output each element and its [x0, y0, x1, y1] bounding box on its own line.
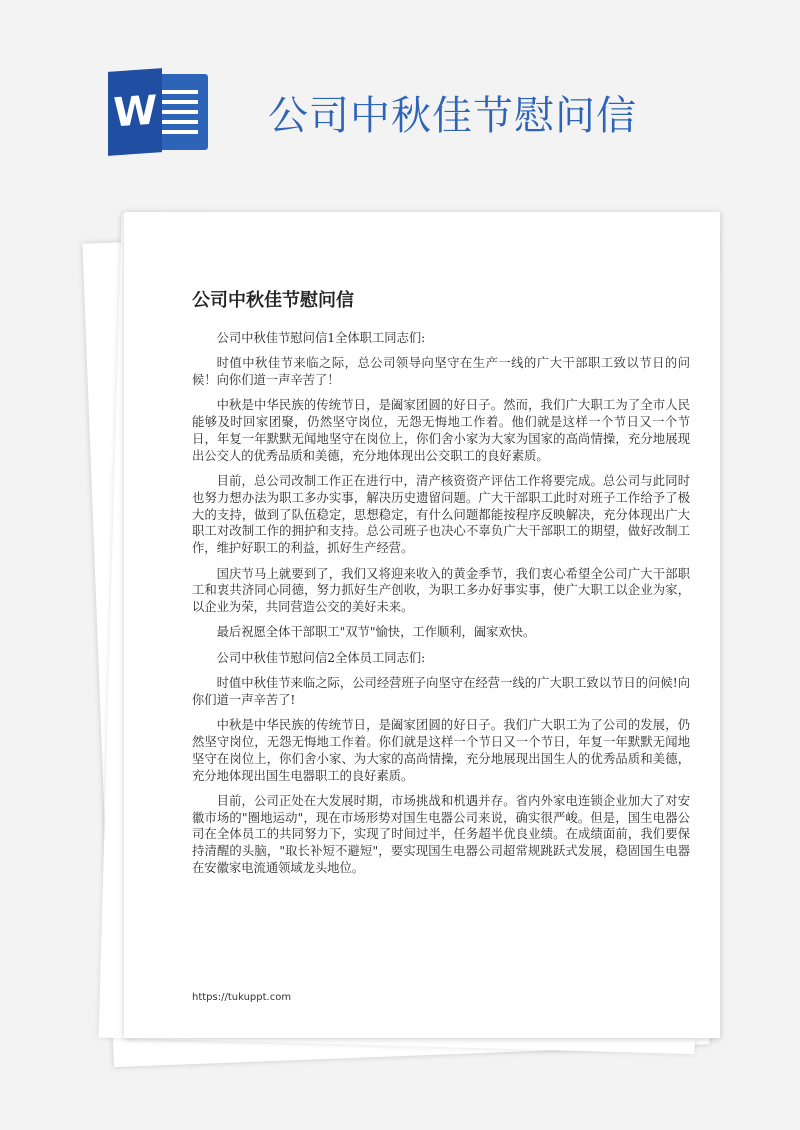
- paragraph: 中秋是中华民族的传统节日，是阖家团圆的好日子。然而，我们广大职工为了全市人民能够及时回家团聚，仍然坚守岗位，无怨无悔地工作着。他们就是这样一个节日又一个节日，年复一年默默无闻地坚守在岗位上，你们舍小家为大家为国家的高尚情操，充分地展现出公交人的优秀品质和美德，充分地体现出公交职工的良好素质。: [192, 398, 690, 463]
- word-document-icon: [108, 70, 212, 154]
- header: [0, 0, 800, 200]
- document-body: [192, 330, 690, 885]
- word-icon-line: [158, 100, 198, 104]
- word-icon-line: [158, 130, 198, 134]
- paragraph: 中秋是中华民族的传统节日，是阖家团圆的好日子。我们广大职工为了公司的发展，仍然坚守岗位，无怨无悔地工作着。你们就是这样一个节日又一个节日，年复一年默默无闻地坚守在岗位上，你们舍小家、为大家的高尚情操，充分地展现出国生人的优秀品质和美德，充分地体现出国生电器职工的良好素质。: [192, 718, 690, 783]
- document-page: [124, 212, 720, 1038]
- paragraph: 目前，总公司改制工作正在进行中，清产核资资产评估工作将要完成。总公司与此同时也努力想办法为职工多办实事，解决历史遗留问题。广大干部职工此时对班子工作给予了极大的支持，做到了队伍稳定，思想稳定，有什么问题都能按程序反映解决，充分体现出广大职工对改制工作的拥护和支持。总公司班子也决心不辜负广大干部职工的期望，做好改制工作，维护好职工的利益，抓好生产经营。: [192, 474, 690, 556]
- paragraph: 时值中秋佳节来临之际，公司经营班子向坚守在经营一线的广大职工致以节日的问候!向你们道一声辛苦了!: [192, 676, 690, 707]
- footer-url: https://tukuppt.com: [192, 992, 292, 1003]
- paragraph: 公司中秋佳节慰问信1全体职工同志们:: [216, 331, 426, 345]
- document-heading: 公司中秋佳节慰问信: [192, 290, 354, 311]
- word-icon-line: [158, 90, 198, 94]
- paragraph: 国庆节马上就要到了，我们又将迎来收入的黄金季节，我们衷心希望全公司广大干部职工和衷共济同心同德，努力抓好生产创收，为职工多办好事实事，使广大职工以企业为家，以企业为荣，共同营造公交的美好未来。: [192, 566, 690, 615]
- page-title: 公司中秋佳节慰问信: [268, 93, 637, 139]
- paragraph: 时值中秋佳节来临之际，总公司领导向坚守在生产一线的广大干部职工致以节日的问候！向你们道一声辛苦了！: [192, 356, 690, 388]
- word-icon-line: [158, 120, 198, 124]
- paragraph: 公司中秋佳节慰问信2全体员工同志们:: [216, 650, 426, 665]
- word-icon-line: [158, 110, 198, 114]
- paragraph: 最后祝愿全体干部职工"双节"愉快，工作顺利，阖家欢快。: [216, 625, 536, 640]
- word-icon-badge: [108, 68, 162, 156]
- word-icon-letter: W: [112, 87, 158, 137]
- paragraph: 目前，公司正处在大发展时期，市场挑战和机遇并存。省内外家电连锁企业加大了对安徽市场的"圈地运动"，现在市场形势对国生电器公司来说，确实很严峻。但是，国生电器公司在全体员工的共同努力下，实现了时间过半，任务超半优良业绩。在成绩面前，我们要保持清醒的头脑，"取长补短不避短"，要实现国生电器公司超常规跳跃式发展，稳固国生电器在安徽家电流通领域龙头地位。: [192, 793, 690, 876]
